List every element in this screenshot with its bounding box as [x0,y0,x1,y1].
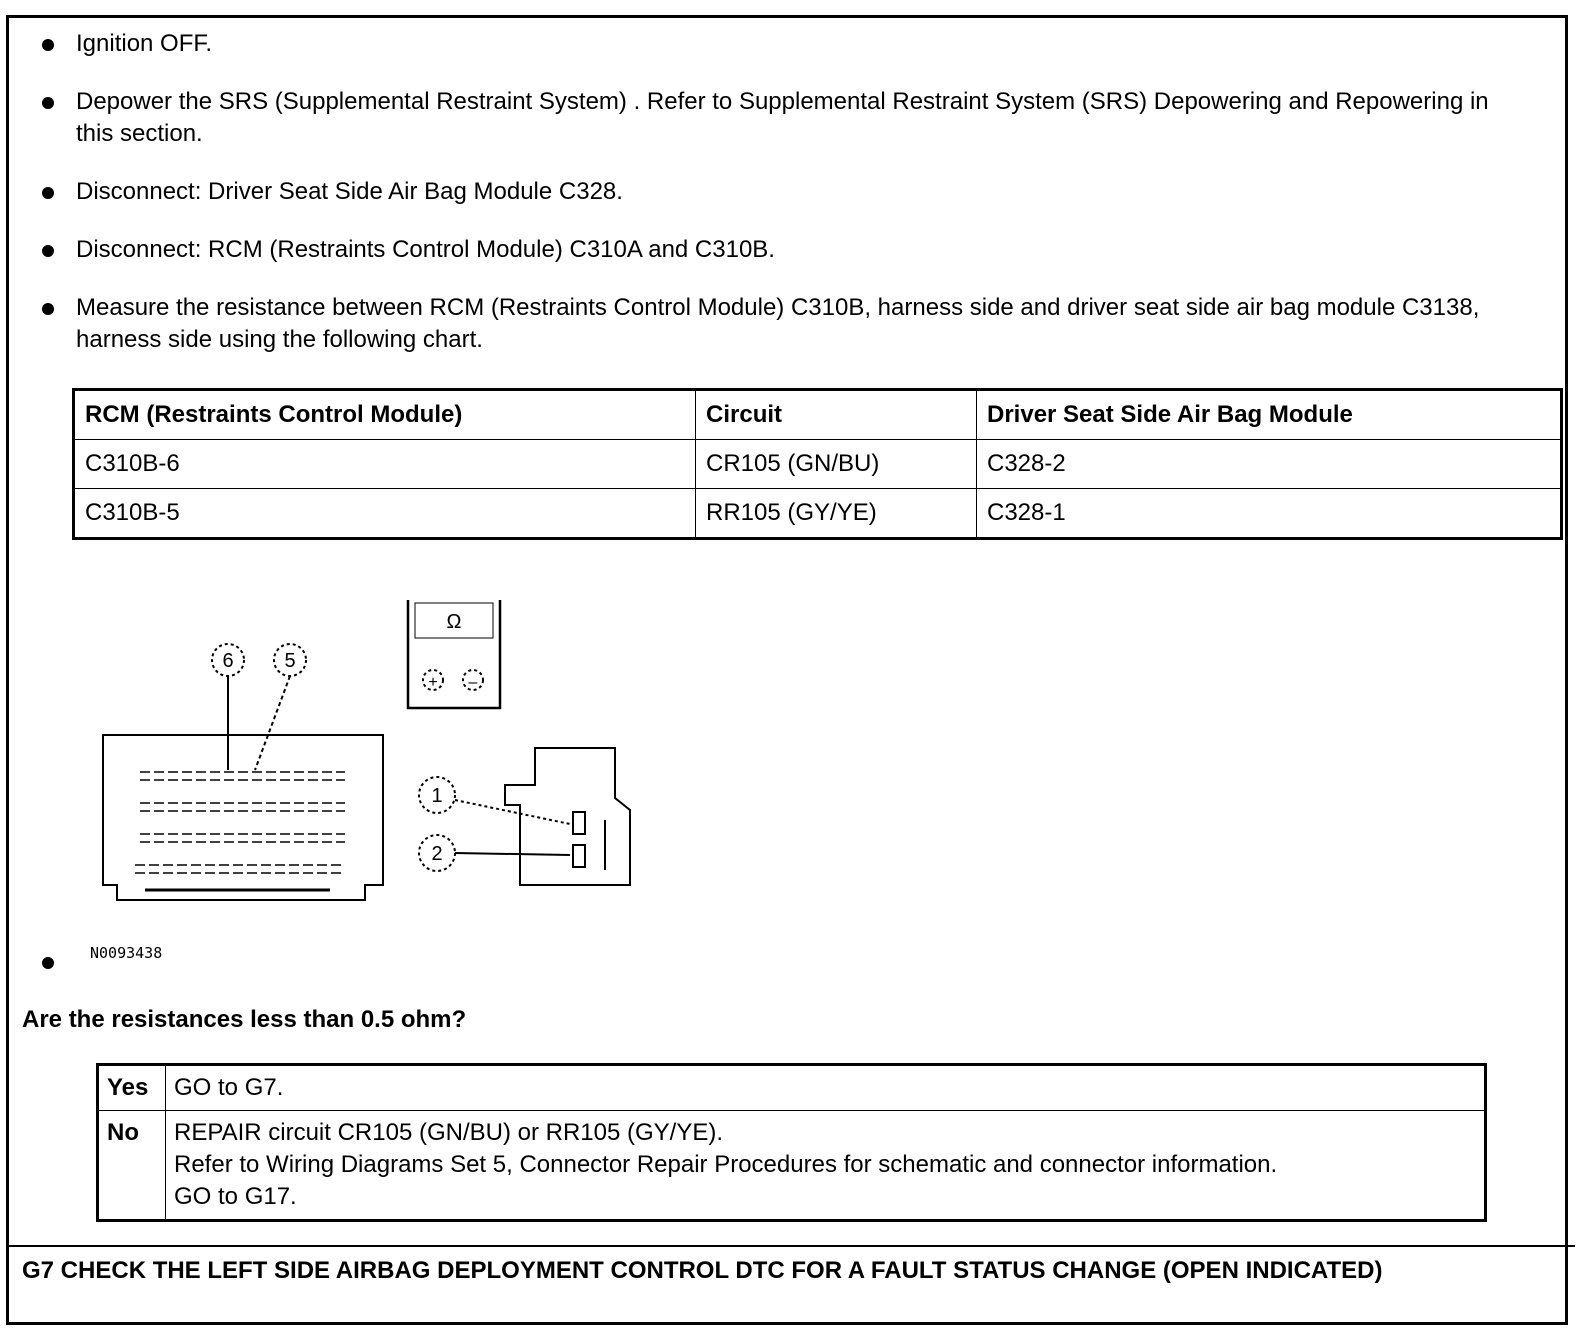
answer-table [96,1063,1487,1222]
measurement-table [72,388,1563,540]
pin-label: 2 [431,843,443,865]
step-item [38,292,1518,356]
step-text: Depower the SRS (Supplemental Restraint System) . Refer to Supplemental Restraint System (SRS) Depowering and Repowering in this section. [76,88,1489,147]
answer-key: Yes [98,1065,166,1111]
procedure-steps [38,28,1518,382]
answer-text: GO to G17. [174,1183,297,1210]
table-row [74,440,1562,489]
column-header: RCM (Restraints Control Module) [74,390,696,440]
step-text: Disconnect: RCM (Restraints Control Module) C310A and C310B. [76,236,775,263]
meter-plus: + [428,674,438,691]
step-text: Ignition OFF. [76,30,213,57]
table-row [74,489,1562,539]
pin-label: 5 [284,650,296,672]
pin-label: 1 [431,785,443,807]
step-text: Measure the resistance between RCM (Restraints Control Module) C310B, harness side and driver seat side air bag module C3138, harness side using the following chart. [76,294,1480,353]
bullet-icon [42,39,54,51]
answer-row [98,1111,1486,1221]
answer-row [98,1065,1486,1111]
ohm-symbol: Ω [446,611,462,633]
answer-text: REPAIR circuit CR105 (GN/BU) or RR105 (GY/YE). [174,1119,724,1146]
table-cell: C310B-5 [74,489,696,539]
bullet-icon [42,245,54,257]
step-item [38,86,1518,150]
answer-key: No [98,1111,166,1221]
table-cell: CR105 (GN/BU) [696,440,977,489]
section-divider [9,1245,1575,1247]
step-item [38,28,1518,60]
bullet-icon [42,97,54,109]
column-header: Circuit [696,390,977,440]
next-step-heading: G7 CHECK THE LEFT SIDE AIRBAG DEPLOYMENT CONTROL DTC FOR A FAULT STATUS CHANGE (OPEN INDICATED) [22,1257,1383,1284]
table-cell: C328-1 [977,489,1562,539]
bullet-icon [42,957,54,969]
column-header: Driver Seat Side Air Bag Module [977,390,1562,440]
answer-text: GO to G7. [166,1065,1486,1111]
meter-minus: – [468,674,478,691]
pin-label: 6 [222,650,234,672]
question-text: Are the resistances less than 0.5 ohm? [22,1006,467,1033]
bullet-icon [42,303,54,315]
table-cell: C310B-6 [74,440,696,489]
figure-code: N0093438 [90,944,163,962]
answer-text-block [166,1111,1486,1221]
table-cell: RR105 (GY/YE) [696,489,977,539]
table-cell: C328-2 [977,440,1562,489]
bullet-icon [42,187,54,199]
connector-diagram [95,600,655,930]
rcm-connector-icon [103,735,383,900]
step-text: Disconnect: Driver Seat Side Air Bag Module C328. [76,178,623,205]
airbag-module-connector-icon [505,748,630,885]
answer-text: Refer to Wiring Diagrams Set 5, Connector Repair Procedures for schematic and connector information. [174,1151,1278,1178]
step-item [38,234,1518,266]
step-item [38,176,1518,208]
table-header-row [74,390,1562,440]
